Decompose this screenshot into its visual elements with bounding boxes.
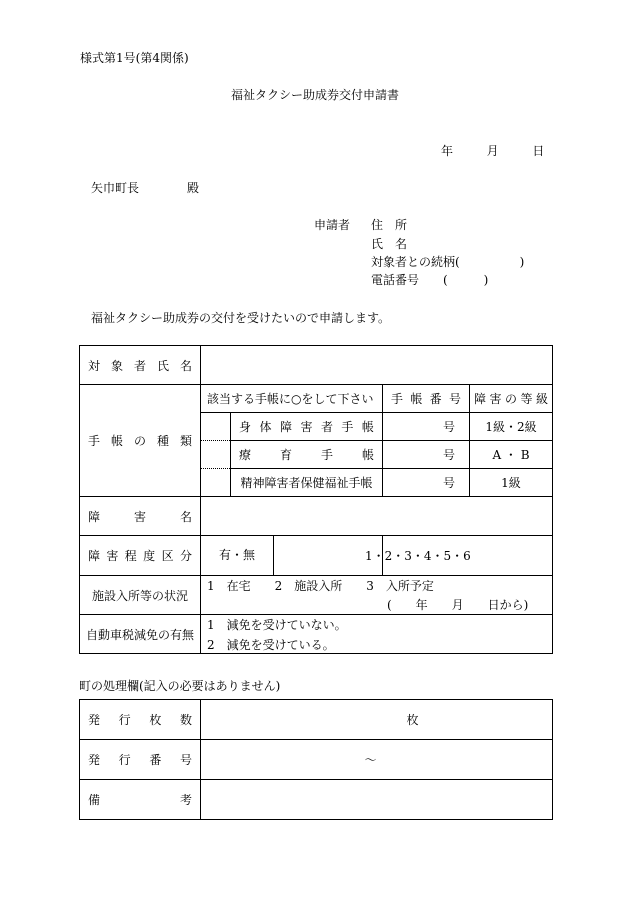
notebook-physical: [231, 413, 383, 441]
label-char: 行: [118, 713, 131, 727]
label-char: 帳: [110, 434, 123, 448]
label-char: 考: [179, 793, 192, 807]
processing-label: 町の処理欄(記入の必要はありません): [79, 679, 281, 693]
label-char: 備: [88, 793, 101, 807]
facility-label: 施設入所等の状況: [80, 576, 201, 615]
label-char: 号: [448, 392, 461, 406]
label-char: 害: [106, 549, 119, 563]
application-table: [79, 345, 553, 654]
applicant-address[interactable]: 住 所: [371, 218, 408, 232]
label-char: 類: [179, 434, 192, 448]
issue-count-field[interactable]: 枚: [201, 700, 553, 740]
label-char: 級: [535, 392, 548, 406]
date-month: 月: [486, 144, 499, 158]
label-char: 害: [133, 509, 146, 524]
tax-option-1: 1 減免を受けていない。: [207, 617, 347, 632]
notebook-rehab: [231, 441, 383, 469]
issue-number-label: [80, 740, 201, 780]
label-char: 行: [118, 753, 131, 767]
degree-presence[interactable]: 有・無: [201, 536, 274, 575]
disability-name-label: [80, 497, 201, 536]
check-cell-mental[interactable]: [201, 469, 231, 497]
facility-status[interactable]: 1 在宅 2 施設入所 3 入所予定 ( 年 月 日から): [201, 576, 553, 615]
date-day: 日: [532, 144, 545, 158]
label-char: 号: [179, 753, 192, 767]
addressee: 矢巾町長 殿: [91, 181, 200, 195]
label-char: 対: [88, 358, 101, 373]
number-physical[interactable]: 号: [383, 413, 470, 441]
number-rehab[interactable]: 号: [383, 441, 470, 469]
label-char: の: [504, 392, 517, 406]
date-year: 年: [441, 144, 454, 158]
label-char: 区: [161, 549, 174, 563]
col-check-header: 該当する手帳に○をして下さい: [201, 385, 383, 413]
label-char: 手: [391, 392, 404, 406]
tax-label: 自動車税減免の有無: [80, 615, 201, 654]
grade-mental[interactable]: 1級: [470, 469, 553, 497]
label-char: 象: [110, 358, 123, 373]
facility-date: ( 年 月 日から): [387, 598, 529, 612]
label-char: 害: [300, 420, 313, 434]
number-mental[interactable]: 号: [383, 469, 470, 497]
label-char: 度: [143, 549, 156, 563]
degree-label: [80, 536, 201, 576]
degree-levels[interactable]: 1・2・3・4・5・6: [383, 536, 553, 576]
check-cell-rehab[interactable]: [201, 441, 231, 469]
document-title: 福祉タクシー助成券交付申請書: [230, 88, 399, 102]
label-char: 帳: [410, 392, 423, 406]
label-char: 帳: [361, 448, 374, 462]
tax-option-2: 2 減免を受けている。: [207, 637, 335, 652]
label-char: 手: [88, 434, 101, 448]
subject-name-field[interactable]: [201, 346, 553, 385]
label-char: 氏: [156, 358, 169, 373]
label-char: 障: [474, 392, 487, 406]
label-char: 手: [341, 420, 354, 434]
label-char: 手: [320, 448, 333, 462]
label-char: 害: [489, 392, 502, 406]
label-char: 障: [88, 549, 101, 563]
label-char: 発: [88, 713, 101, 727]
label-char: 名: [179, 358, 192, 373]
label-char: 育: [279, 448, 292, 462]
form-number: 様式第1号(第4関係): [80, 51, 189, 65]
notebook-type-label: [80, 385, 201, 497]
remarks-field[interactable]: [201, 780, 553, 820]
applicant-phone[interactable]: 電話番号 ( ): [371, 273, 489, 287]
check-cell-physical[interactable]: [201, 413, 231, 441]
applicant-name[interactable]: 氏 名: [371, 237, 408, 251]
issue-count-label: [80, 700, 201, 740]
label-char: 名: [179, 509, 192, 524]
processing-table: [79, 699, 553, 820]
label-char: 体: [259, 420, 272, 434]
applicant-label: 申請者: [314, 218, 351, 232]
label-char: 障: [279, 420, 292, 434]
label-char: 療: [239, 448, 252, 462]
label-char: 程: [124, 549, 137, 563]
label-char: 数: [179, 713, 192, 727]
label-char: 発: [88, 753, 101, 767]
col-grade-header: [470, 385, 553, 413]
label-char: 障: [88, 509, 101, 524]
disability-name-field[interactable]: [201, 497, 553, 536]
label-char: 者: [133, 358, 146, 373]
label-char: 者: [320, 420, 333, 434]
label-char: 枚: [149, 713, 162, 727]
applicant-relationship[interactable]: 対象者との続柄( ): [371, 255, 525, 269]
label-char: 精神障害者保健福祉手帳: [240, 476, 373, 490]
label-char: 分: [179, 549, 192, 563]
label-char: 等: [520, 392, 533, 406]
notebook-mental: [231, 469, 383, 497]
label-char: の: [133, 434, 146, 448]
degree-presence-wrap: [201, 536, 383, 576]
label-char: 身: [239, 420, 252, 434]
grade-physical[interactable]: 1級・2級: [470, 413, 553, 441]
label-char: 番: [149, 753, 162, 767]
label-char: 種: [156, 434, 169, 448]
grade-rehab[interactable]: A ・ B: [470, 441, 553, 469]
statement: 福祉タクシー助成券の交付を受けたいので申請します。: [91, 311, 391, 325]
date-line: [441, 145, 544, 157]
subject-name-label: [80, 346, 201, 385]
issue-number-field[interactable]: ～: [201, 740, 553, 780]
col-number-header: [383, 385, 470, 413]
label-char: 番: [429, 392, 442, 406]
remarks-label: [80, 780, 201, 820]
label-char: 帳: [361, 420, 374, 434]
tax-exemption[interactable]: [201, 615, 553, 654]
